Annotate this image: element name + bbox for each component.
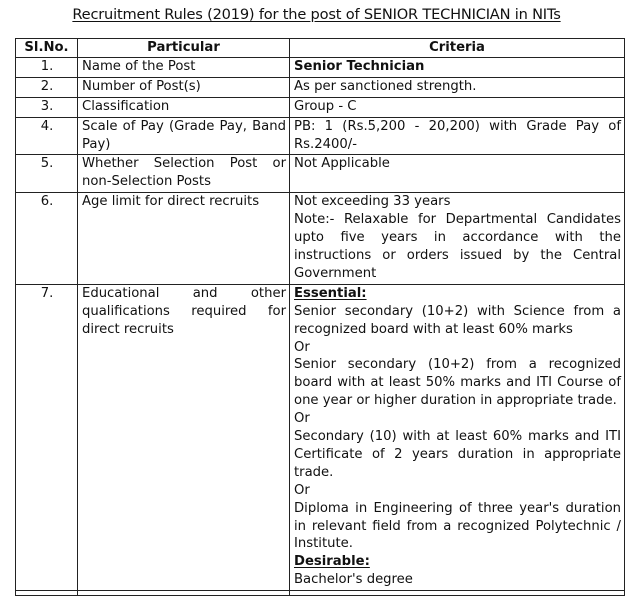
row-sl-no: 1. bbox=[16, 57, 78, 77]
row-particular: Age limit for direct recruits bbox=[78, 193, 290, 285]
row-sl-no: 5. bbox=[16, 155, 78, 193]
row-particular: Name of the Post bbox=[78, 57, 290, 77]
table-row-cut-off bbox=[16, 591, 625, 596]
or-separator: Or bbox=[294, 339, 310, 355]
cut-off-cell bbox=[78, 591, 290, 596]
qualification-option: Senior secondary (10+2) with Science from a recognized board with at least 60% marks bbox=[294, 303, 621, 337]
table-row bbox=[16, 155, 625, 193]
column-header-criteria: Criteria bbox=[290, 39, 625, 58]
row-particular: Whether Selection Post or non-Selection Posts bbox=[78, 155, 290, 193]
row-particular: Educational and other qualifications required for direct recruits bbox=[78, 284, 290, 590]
desirable-qualification: Bachelor's degree bbox=[294, 572, 413, 588]
row-sl-no: 2. bbox=[16, 77, 78, 97]
table-row bbox=[16, 284, 625, 590]
qualification-option: Diploma in Engineering of three year's duration in relevant field from a recognized Polytechnic / Institute. bbox=[294, 500, 621, 552]
row-particular: Number of Post(s) bbox=[78, 77, 290, 97]
row-criteria bbox=[290, 284, 625, 590]
age-limit-text: Not exceeding 33 years bbox=[294, 194, 451, 210]
row-criteria: Group - C bbox=[290, 97, 625, 117]
column-header-particular: Particular bbox=[78, 39, 290, 58]
cut-off-cell bbox=[290, 591, 625, 596]
table-row bbox=[16, 77, 625, 97]
page-title bbox=[0, 6, 633, 24]
row-particular: Classification bbox=[78, 97, 290, 117]
table-header-row bbox=[16, 39, 625, 58]
row-sl-no: 4. bbox=[16, 117, 78, 155]
row-sl-no: 3. bbox=[16, 97, 78, 117]
row-criteria: Senior Technician bbox=[290, 57, 625, 77]
essential-heading: Essential: bbox=[294, 285, 367, 301]
column-header-sl-no: Sl.No. bbox=[16, 39, 78, 58]
recruitment-rules-table bbox=[15, 38, 625, 596]
table-row bbox=[16, 97, 625, 117]
row-particular: Scale of Pay (Grade Pay, Band Pay) bbox=[78, 117, 290, 155]
row-criteria: PB: 1 (Rs.5,200 - 20,200) with Grade Pay of Rs.2400/- bbox=[290, 117, 625, 155]
qualification-option: Secondary (10) with at least 60% marks and ITI Certificate of 2 years duration in appropriate trade. bbox=[294, 429, 621, 480]
row-criteria bbox=[290, 193, 625, 285]
desirable-heading: Desirable: bbox=[294, 554, 370, 570]
age-relaxation-note: Note:- Relaxable for Departmental Candidates upto five years in accordance with the instructions or orders issued by the Central Government bbox=[294, 212, 621, 281]
row-sl-no: 7. bbox=[16, 284, 78, 590]
table-row bbox=[16, 193, 625, 285]
cut-off-cell bbox=[16, 591, 78, 596]
or-separator: Or bbox=[294, 411, 310, 427]
table-row bbox=[16, 117, 625, 155]
row-sl-no: 6. bbox=[16, 193, 78, 285]
table-row bbox=[16, 57, 625, 77]
or-separator: Or bbox=[294, 482, 310, 498]
row-criteria: As per sanctioned strength. bbox=[290, 77, 625, 97]
row-criteria: Not Applicable bbox=[290, 155, 625, 193]
page-title-text: Recruitment Rules (2019) for the post of SENIOR TECHNICIAN in NITs bbox=[72, 6, 561, 23]
qualification-option: Senior secondary (10+2) from a recognized board with at least 50% marks and ITI Course of one year or higher duration in appropriate trade. bbox=[294, 357, 621, 409]
